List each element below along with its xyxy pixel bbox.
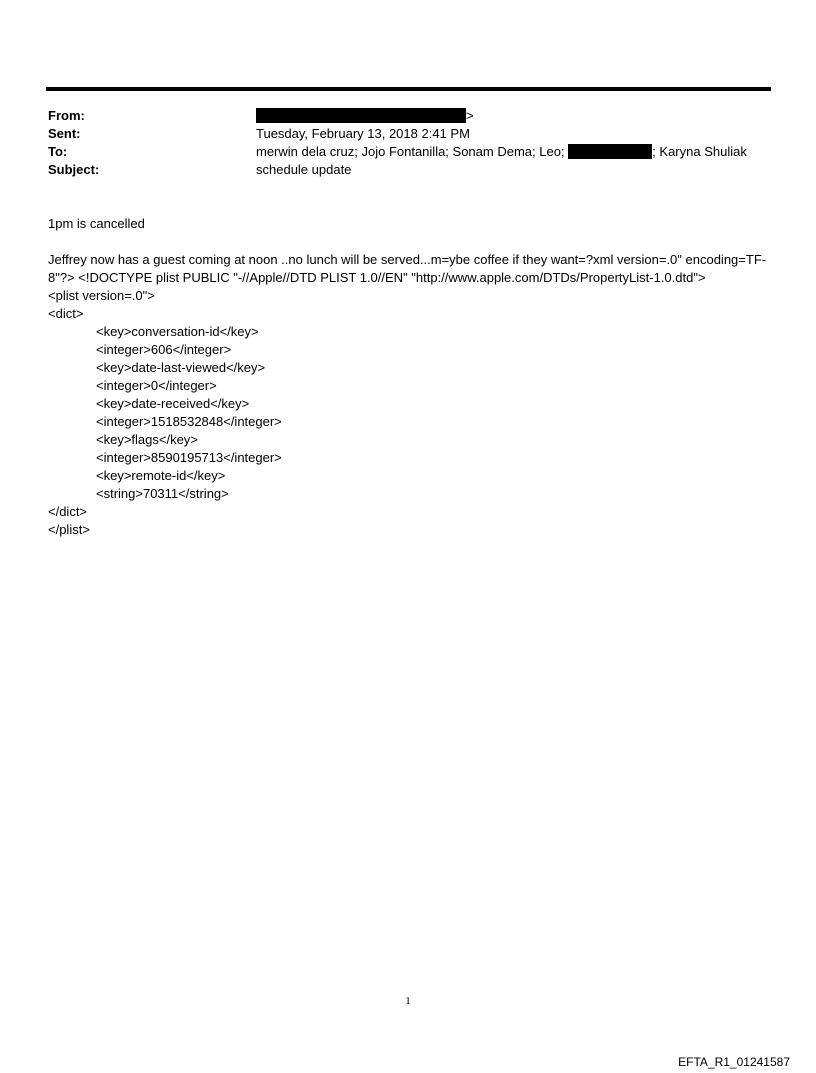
to-recipients-part2: ; Karyna Shuliak	[652, 144, 747, 159]
subject-label: Subject:	[48, 162, 100, 177]
sent-label: Sent:	[48, 126, 81, 141]
plist-entry: <integer>8590195713</integer>	[96, 450, 282, 465]
dict-open-tag: <dict>	[48, 306, 84, 321]
redaction-box	[568, 144, 652, 159]
to-label: To:	[48, 144, 68, 159]
plist-entry: <key>date-last-viewed</key>	[96, 360, 266, 375]
to-value	[256, 143, 747, 161]
header-divider	[46, 87, 771, 91]
email-body	[48, 215, 776, 539]
bates-number: EFTA_R1_01241587	[678, 1055, 790, 1069]
plist-entry: <integer>1518532848</integer>	[96, 414, 282, 429]
plist-entry: <key>date-received</key>	[96, 396, 250, 411]
sent-value: Tuesday, February 13, 2018 2:41 PM	[256, 126, 470, 141]
plist-entry: <string>70311</string>	[96, 486, 229, 501]
body-paragraph: Jeffrey now has a guest coming at noon ..no lunch will be served...m=ybe coffee if they want=?xml version=.0" encoding=TF-8"?> <!DOCTYPE plist PUBLIC "-//Apple//DTD PLIST 1.0//EN" "http://www.apple.com/DTDs/PropertyList-1.0.dtd">	[48, 252, 767, 285]
to-recipients-part1: merwin dela cruz; Jojo Fontanilla; Sonam Dema; Leo;	[256, 144, 565, 159]
plist-entry: <integer>606</integer>	[96, 342, 232, 357]
plist-close-tag: </plist>	[48, 522, 90, 537]
plist-entry: <key>remote-id</key>	[96, 468, 226, 483]
plist-open-tag: <plist version=.0">	[48, 288, 155, 303]
from-label: From:	[48, 108, 85, 123]
from-value	[256, 107, 474, 125]
subject-value: schedule update	[256, 162, 352, 177]
body-line-cancelled: 1pm is cancelled	[48, 216, 145, 231]
plist-entry: <key>conversation-id</key>	[96, 324, 259, 339]
redaction-box	[256, 108, 466, 123]
plist-entry: <integer>0</integer>	[96, 378, 217, 393]
plist-entry: <key>flags</key>	[96, 432, 198, 447]
dict-close-tag: </dict>	[48, 504, 88, 519]
page-number: 1	[405, 995, 411, 1007]
from-suffix: >	[466, 108, 474, 123]
